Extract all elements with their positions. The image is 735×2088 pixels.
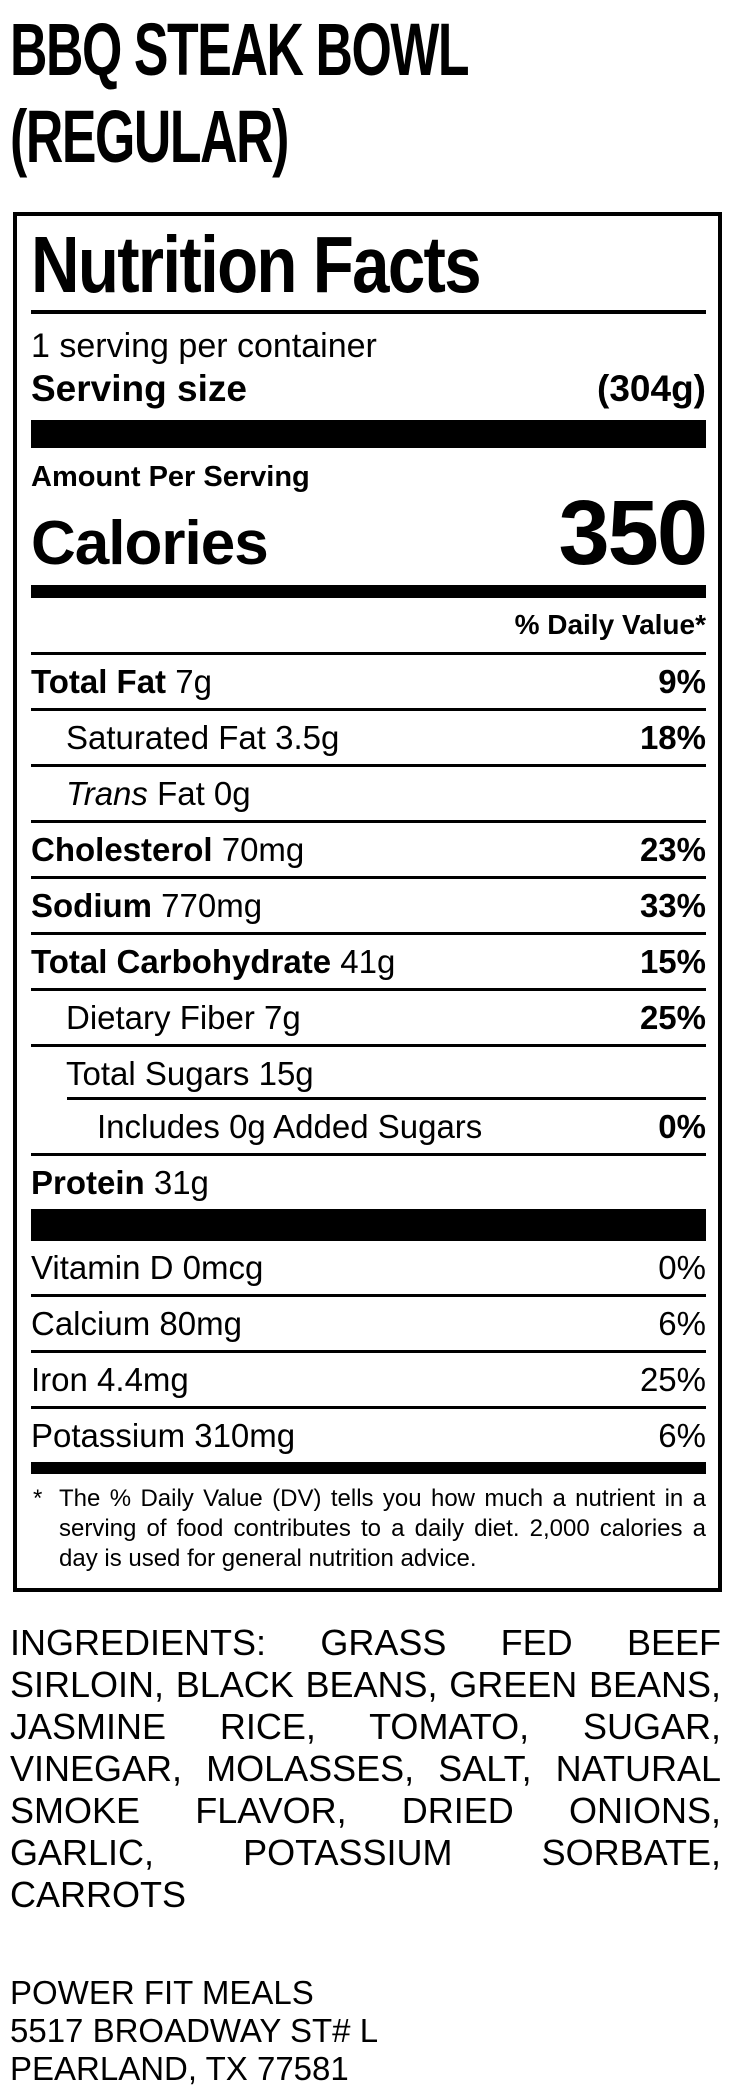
nutrient-row-protein [31,1153,706,1209]
nutrient-name: Total Fat 7g [31,663,212,700]
nutrient-name: Sodium 770mg [31,887,263,924]
nutrient-row-includes-0g-added-sugars [31,1100,706,1153]
daily-value-percent: 25% [639,999,706,1036]
serving-size-label: Serving size [31,368,247,409]
nutrient-name: Includes 0g Added Sugars [97,1108,483,1145]
nutrition-facts-heading: Nutrition Facts [31,220,480,309]
daily-value-header: % Daily Value* [31,598,706,655]
street-address: 5517 BROADWAY ST# L [10,2012,379,2049]
nutrient-name: Trans Fat 0g [66,775,251,812]
nutrient-name: Total Sugars 15g [66,1055,314,1092]
nutrient-row-trans-fat [31,764,706,820]
heading-rule [31,310,706,314]
nutrient-row-calcium [31,1294,706,1350]
daily-value-percent: 33% [639,887,706,924]
nutrient-name: Potassium 310mg [31,1417,296,1454]
calories-value: 350 [558,482,706,584]
daily-value-percent: 15% [639,943,706,980]
company-name: POWER FIT MEALS [10,1974,314,2011]
daily-value-percent: 9% [658,663,706,700]
nutrient-name: Total Carbohydrate 41g [31,943,396,980]
nutrient-row-dietary-fiber [31,988,706,1044]
nutrition-label-page [0,6,735,2087]
city-state-zip: PEARLAND, TX 77581 [10,2050,349,2087]
nutrient-row-vitamin-d [31,1241,706,1294]
manufacturer-address [10,1974,721,2088]
medium-divider-bar-2 [31,1462,706,1474]
daily-value-percent: 6% [658,1305,706,1342]
nutrient-name: Dietary Fiber 7g [66,999,301,1036]
thick-divider-bar-2 [31,1209,706,1241]
daily-value-footnote [31,1474,706,1586]
product-title: BBQ STEAK BOWL (REGULAR) [10,8,468,178]
nutrient-row-potassium [31,1406,706,1462]
amount-per-serving-label: Amount Per Serving [31,461,310,493]
ingredients-list: INGREDIENTS: GRASS FED BEEF SIRLOIN, BLACK BEANS, GREEN BEANS, JASMINE RICE, TOMATO, SUGAR, VINEGAR, MOLASSES, SALT, NATURAL SMOKE FLAVOR, DRIED ONIONS, GARLIC, POTASSIUM SORBATE, CARROTS [10,1622,721,1915]
nutrient-row-cholesterol [31,820,706,876]
nutrient-name: Calcium 80mg [31,1305,242,1342]
nutrient-name: Saturated Fat 3.5g [66,719,340,756]
nutrition-facts-box [13,212,722,1592]
thick-divider-bar [31,420,706,448]
daily-value-percent: 0% [658,1249,706,1286]
footnote-text: The % Daily Value (DV) tells you how much a nutrient in a serving of food contributes to a daily diet. 2,000 calories a day is used for general nutrition advice. [59,1485,706,1572]
footnote-asterisk: * [33,1485,43,1512]
daily-value-percent: 18% [639,719,706,756]
nutrient-row-saturated-fat [31,708,706,764]
daily-value-percent: 0% [658,1108,706,1145]
nutrient-row-total-sugars [31,1044,706,1100]
serving-size-row [31,366,706,412]
medium-divider-bar [31,585,706,598]
nutrient-name: Cholesterol 70mg [31,831,305,868]
nutrient-name: Protein 31g [31,1164,209,1201]
daily-value-percent: 6% [658,1417,706,1454]
nutrient-rows [31,655,706,1209]
servings-per-container: 1 serving per container [31,327,377,365]
nutrient-row-iron [31,1350,706,1406]
nutrient-name: Vitamin D 0mcg [31,1249,264,1286]
nutrient-name: Iron 4.4mg [31,1361,189,1398]
calories-row [31,482,706,584]
micronutrient-rows [31,1241,706,1462]
calories-label: Calories [31,509,268,578]
daily-value-percent: 23% [639,831,706,868]
nutrient-row-sodium [31,876,706,932]
daily-value-percent: 25% [639,1361,706,1398]
nutrient-row-total-carbohydrate [31,932,706,988]
serving-size-value: (304g) [597,368,706,409]
nutrient-row-total-fat [31,655,706,708]
